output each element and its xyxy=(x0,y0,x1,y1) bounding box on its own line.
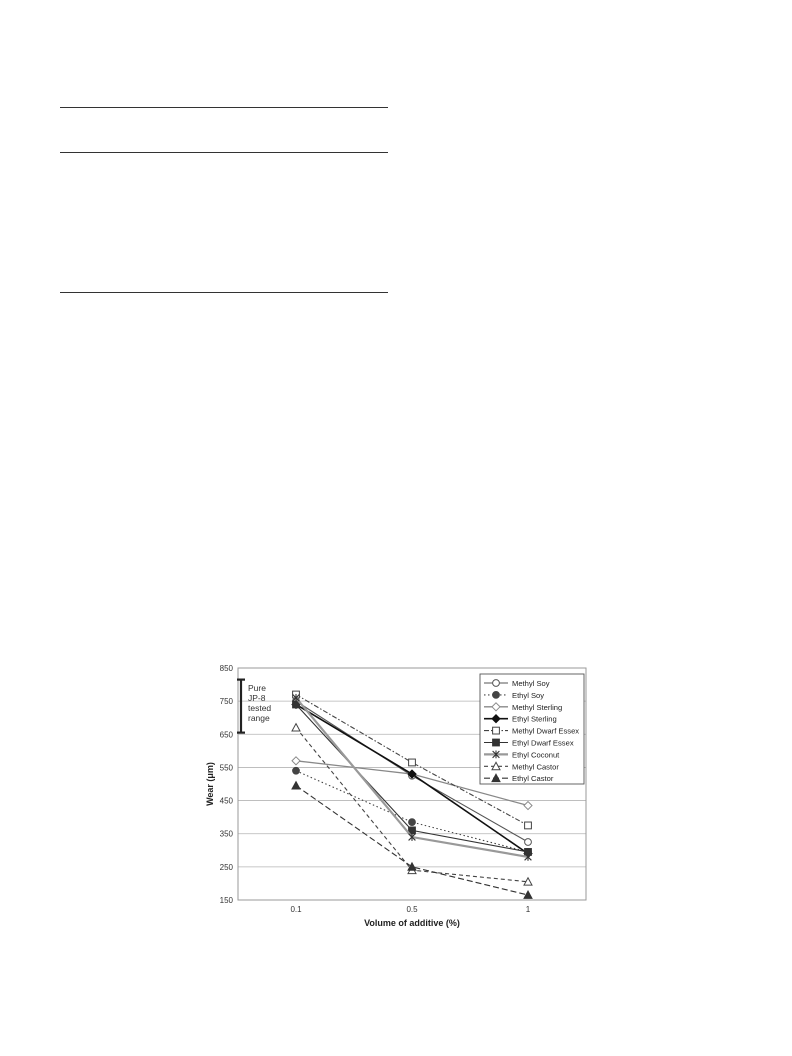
point-ethyl-soy-0.5 xyxy=(409,819,416,826)
point-methyl-sterling-0.1 xyxy=(292,757,300,765)
y-tick-label-750: 750 xyxy=(219,697,233,707)
table-header-rule xyxy=(60,152,388,153)
x-tick-label-0.1: 0.1 xyxy=(290,905,302,914)
legend-label-methyl-castor: Methyl Castor xyxy=(512,762,559,772)
legend-swatch-marker-ethyl-soy xyxy=(493,692,500,699)
annotation-line-1: Pure xyxy=(248,683,266,693)
y-tick-label-150: 150 xyxy=(219,896,233,905)
x-tick-label-1: 1 xyxy=(525,905,531,914)
legend xyxy=(480,674,584,784)
point-methyl-sterling-1 xyxy=(524,802,532,810)
point-ethyl-castor-0.1 xyxy=(292,782,300,789)
legend-label-ethyl-sterling: Ethyl Sterling xyxy=(512,714,557,724)
y-tick-label-850: 850 xyxy=(219,664,233,673)
legend-label-ethyl-coconut: Ethyl Coconut xyxy=(512,750,560,760)
y-tick-label-450: 450 xyxy=(219,796,233,806)
legend-swatch-marker-ethyl-dwarf-essex xyxy=(493,739,500,746)
annotation-line-3: tested xyxy=(248,703,272,713)
x-tick-label-0.5: 0.5 xyxy=(406,905,418,914)
legend-swatch-marker-methyl-soy xyxy=(493,680,500,687)
point-methyl-dwarf-essex-1 xyxy=(525,822,532,829)
legend-label-methyl-sterling: Methyl Sterling xyxy=(512,702,563,712)
wear-line-chart xyxy=(190,660,600,932)
y-tick-label-350: 350 xyxy=(219,829,233,839)
annotation-line-4: range xyxy=(248,713,270,723)
pure-jp8-annotation xyxy=(237,680,271,733)
legend-label-methyl-soy: Methyl Soy xyxy=(512,679,550,688)
legend-item-methyl-castor xyxy=(484,762,559,771)
point-ethyl-soy-0.1 xyxy=(293,767,300,774)
point-ethyl-castor-1 xyxy=(524,891,532,898)
legend-item-ethyl-dwarf-essex xyxy=(484,739,574,748)
point-methyl-soy-1 xyxy=(525,839,532,846)
y-tick-label-550: 550 xyxy=(219,763,233,773)
legend-item-methyl-dwarf-essex xyxy=(484,727,579,736)
table-bottom-rule xyxy=(60,292,388,293)
y-tick-label-250: 250 xyxy=(219,862,233,872)
legend-label-ethyl-dwarf-essex: Ethyl Dwarf Essex xyxy=(512,738,574,748)
point-methyl-castor-0.1 xyxy=(292,724,300,731)
legend-label-ethyl-castor: Ethyl Castor xyxy=(512,774,554,784)
legend-item-methyl-sterling xyxy=(484,703,562,712)
legend-label-ethyl-soy: Ethyl Soy xyxy=(512,690,545,700)
annotation-line-2: JP-8 xyxy=(248,693,266,703)
y-axis-label: Wear (μm) xyxy=(205,762,215,806)
y-axis-ticks xyxy=(220,664,234,905)
x-axis-label: Volume of additive (%) xyxy=(364,918,460,928)
table-top-rule xyxy=(60,107,388,108)
point-methyl-dwarf-essex-0.5 xyxy=(409,759,416,766)
legend-swatch-marker-methyl-dwarf-essex xyxy=(493,727,500,734)
y-tick-label-650: 650 xyxy=(219,730,233,740)
x-axis-ticks xyxy=(290,905,530,914)
legend-label-methyl-dwarf-essex: Methyl Dwarf Essex xyxy=(512,726,580,736)
